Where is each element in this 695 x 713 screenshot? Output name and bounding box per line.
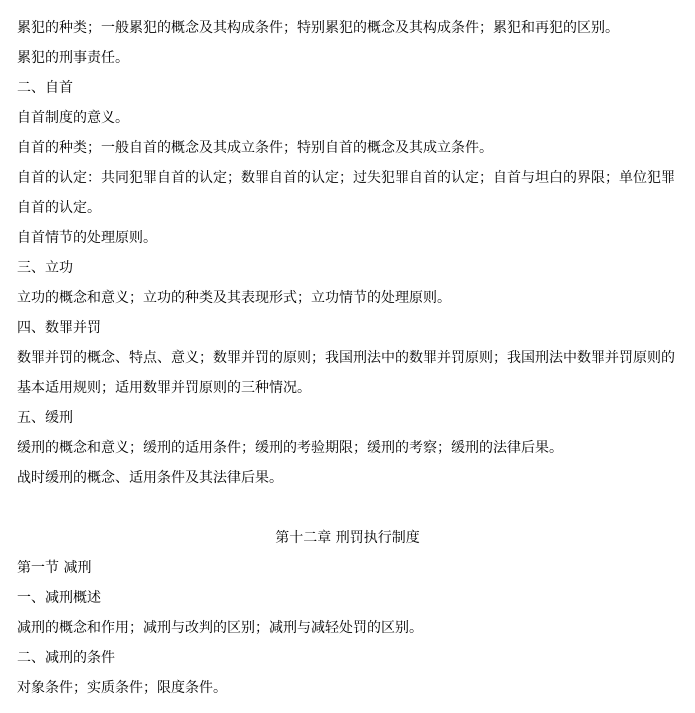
text-line: 二、减刑的条件 <box>17 650 115 666</box>
chapter-heading: 第十二章 刑罚执行制度 <box>275 530 420 546</box>
text-line: 五、缓刑 <box>17 410 73 426</box>
text-line: 自首的认定：共同犯罪自首的认定；数罪自首的认定；过失犯罪自首的认定；自首与坦白的界限；单位犯罪 <box>17 170 675 186</box>
text-line: 四、数罪并罚 <box>17 320 101 336</box>
text-line: 一、减刑概述 <box>17 590 101 606</box>
text-line: 减刑的概念和作用；减刑与改判的区别；减刑与减轻处罚的区别。 <box>17 620 423 636</box>
text-line: 自首的认定。 <box>17 200 101 216</box>
text-line: 累犯的种类；一般累犯的概念及其构成条件；特别累犯的概念及其构成条件；累犯和再犯的区别。 <box>17 20 619 36</box>
text-line: 基本适用规则；适用数罪并罚原则的三种情况。 <box>17 380 311 396</box>
text-line: 战时缓刑的概念、适用条件及其法律后果。 <box>17 470 283 486</box>
text-line: 自首制度的意义。 <box>17 110 129 126</box>
text-line: 累犯的刑事责任。 <box>17 50 129 66</box>
text-line: 立功的概念和意义；立功的种类及其表现形式；立功情节的处理原则。 <box>17 290 451 306</box>
text-line: 三、立功 <box>17 260 73 276</box>
text-line: 缓刑的概念和意义；缓刑的适用条件；缓刑的考验期限；缓刑的考察；缓刑的法律后果。 <box>17 440 563 456</box>
text-line: 第一节 减刑 <box>17 560 92 576</box>
text-line: 自首情节的处理原则。 <box>17 230 157 246</box>
blank-line <box>17 493 678 523</box>
text-line: 对象条件；实质条件；限度条件。 <box>17 680 227 696</box>
text-line: 数罪并罚的概念、特点、意义；数罪并罚的原则；我国刑法中的数罪并罚原则；我国刑法中数罪并罚原则的 <box>17 350 675 366</box>
text-line: 自首的种类；一般自首的概念及其成立条件；特别自首的概念及其成立条件。 <box>17 140 493 156</box>
text-line: 二、自首 <box>17 80 73 96</box>
